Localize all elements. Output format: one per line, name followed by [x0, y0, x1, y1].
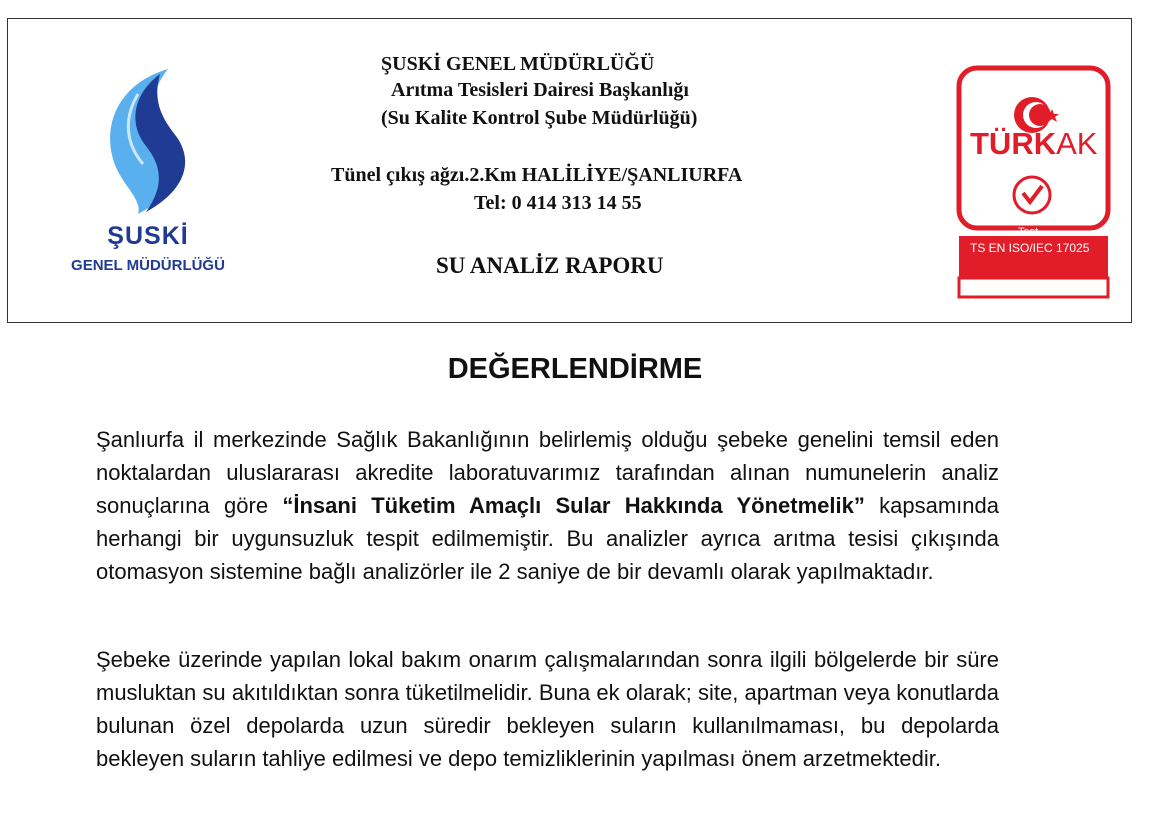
turkak-name — [970, 126, 1097, 162]
evaluation-paragraph-2: Şebeke üzerinde yapılan lokal bakım onarım çalışmalarından sonra ilgili bölgelerde bir süre musluktan su akıtıldıktan sonra tüketilmelidir. Buna ek olarak; site, apartman veya konutlarda bulunan özel depolarda uzun süredir bekleyen suların kullanılmaması, bu depolarda bekleyen suların tahliye edilmesi ve depo temizliklerinin yapılması önem arzetmektedir. — [96, 647, 999, 771]
branch-name: (Su Kalite Kontrol Şube Müdürlüğü) — [381, 107, 698, 129]
logo-subtitle: GENEL MÜDÜRLÜĞÜ — [71, 257, 225, 274]
water-drop-icon — [98, 64, 198, 214]
turkak-name-outline: AK — [1056, 126, 1098, 161]
turkak-code: AB-1274-T — [993, 259, 1056, 274]
address: Tünel çıkış ağzı.2.Km HALİLİYE/ŞANLIURFA — [331, 164, 743, 186]
section-title: DEĞERLENDİRME — [447, 353, 703, 385]
report-title: SU ANALİZ RAPORU — [436, 253, 664, 278]
p1-text-start: Şanlıurfa il merkezinde Sağlık Bakanlığının belirlemiş olduğu şebeke genelini temsil eden noktalardan uluslararası akredite laboratuvarımız tarafından alınan numunelerin analiz sonuçlarına göre — [96, 427, 999, 518]
suski-logo — [48, 64, 248, 279]
turkak-test-label: Test — [1018, 226, 1039, 238]
evaluation-paragraph-1 — [96, 423, 999, 588]
p1-text-end: kapsamında herhangi bir uygunsuzluk tespit edilmemiştir. Bu analizler ayrıca arıtma tesisi çıkışında otomasyon sistemine bağlı analizörler ile 2 saniye de bir devamlı olarak yapılmaktadır. — [96, 493, 999, 584]
phone: Tel: 0 414 313 14 55 — [474, 192, 642, 214]
regulation-name: “İnsani Tüketim Amaçlı Sular Hakkında Yönetmelik” — [282, 493, 865, 518]
report-header — [7, 18, 1132, 323]
org-name: ŞUSKİ GENEL MÜDÜRLÜĞÜ — [381, 53, 655, 75]
logo-name: ŞUSKİ — [107, 222, 189, 250]
department-name: Arıtma Tesisleri Dairesi Başkanlığı — [391, 79, 689, 101]
turkak-standard: TS EN ISO/IEC 17025 — [970, 241, 1090, 255]
turkak-name-bold: TÜRK — [970, 126, 1057, 161]
